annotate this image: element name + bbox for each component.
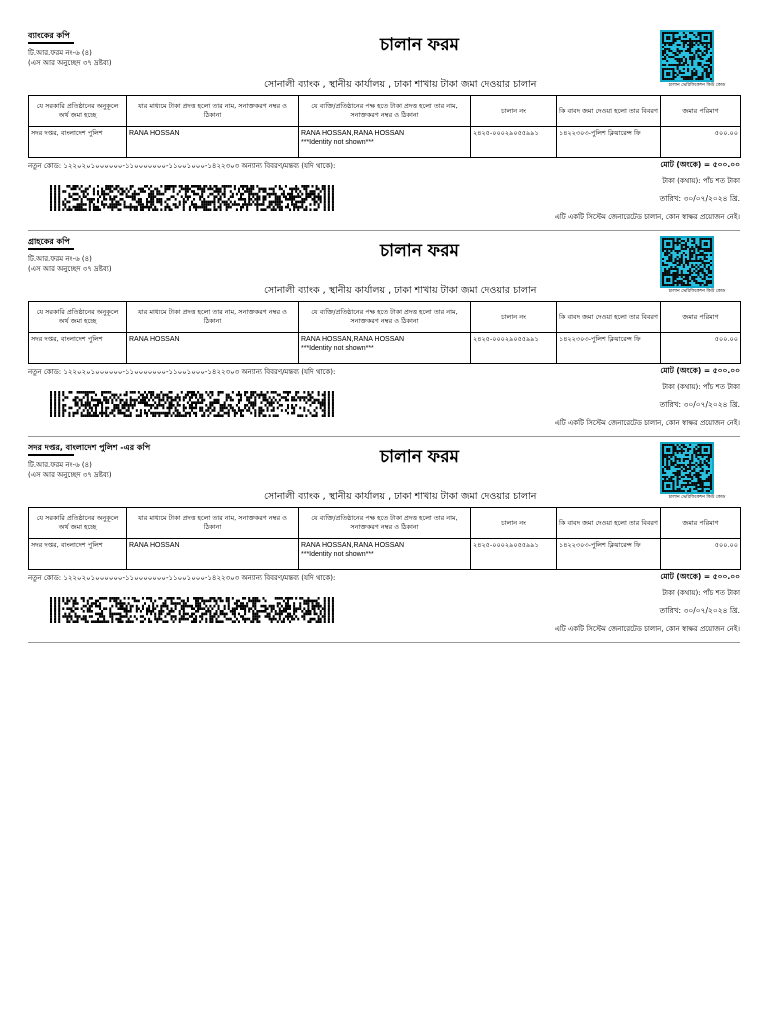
challan-table: [28, 301, 741, 364]
challan-table: [28, 95, 741, 158]
verification-qr-code: [660, 30, 714, 82]
cell-challan-no: ২৪২৫-০০০২৯০৫৫৯৯১: [471, 539, 557, 570]
verification-qr-code: [660, 442, 714, 494]
table-row: [29, 127, 741, 158]
bank-subtitle: সোনালী ব্যাংক , স্থানীয় কার্যালয় , ঢাকা শাখায় টাকা জমা দেওয়ার চালান: [264, 79, 537, 90]
qr-caption: চালান ভেরিফিকেশন কিউ কোড: [668, 83, 726, 88]
challan-date: তারিখ: ৩০/০৭/২০২৪ খ্রি.: [659, 194, 740, 203]
payer-identity: ***Identity not shown***: [301, 551, 374, 558]
header-beneficiary: যে সরকারি প্রতিষ্ঠানের অনুকূলে অর্থ জমা হচ্ছে: [29, 508, 127, 539]
form-title: চালান ফরম: [380, 447, 459, 467]
cell-purpose: ১৪২২৩০৩-পুলিশ ক্লিয়ারেন্স ফি: [557, 127, 661, 158]
cell-depositor: RANA HOSSAN: [127, 127, 299, 158]
challan-barcode: [50, 185, 336, 211]
copy-label: সদর দপ্তর, বাংলাদেশ পুলিশ -এর কপি: [28, 443, 151, 452]
copy-label-underline: [28, 248, 74, 250]
cell-beneficiary: সদর দপ্তর, বাংলাদেশ পুলিশ: [29, 127, 127, 158]
payer-names: RANA HOSSAN,RANA HOSSAN: [301, 336, 405, 343]
header-amount: জমার পরিমাণ: [661, 96, 741, 127]
cell-beneficiary: সদর দপ্তর, বাংলাদেশ পুলিশ: [29, 333, 127, 364]
table-bottom-rule: [28, 363, 740, 364]
table-bottom-rule: [28, 569, 740, 570]
amount-in-words: টাকা (কথায়): পাঁচ শত টাকা: [662, 177, 740, 185]
form-rule-ref: (এস আর অনুচ্ছেদ ৩৭ দ্রষ্টব্য): [28, 59, 112, 67]
economic-code-line: নতুন কোড: ১২২০২০১০০০০০০-১১০০০০০০০-১১০০১০০০-১৪২২৩০৩ অন্যান্য বিবরণ/মন্তব্য (যদি থাকে):: [28, 368, 336, 376]
cell-depositor: RANA HOSSAN: [127, 539, 299, 570]
form-reference: [28, 48, 112, 68]
bank-subtitle: সোনালী ব্যাংক , স্থানীয় কার্যালয় , ঢাকা শাখায় টাকা জমা দেওয়ার চালান: [264, 491, 537, 502]
cell-amount: ৫০০.০০: [661, 333, 741, 364]
payer-identity: ***Identity not shown***: [301, 345, 374, 352]
table-row: [29, 333, 741, 364]
cell-payer: [299, 333, 471, 364]
table-row: [29, 539, 741, 570]
total-amount: মোট (অংকে) = ৫০০.০০: [660, 366, 740, 375]
payer-names: RANA HOSSAN,RANA HOSSAN: [301, 130, 405, 137]
form-reference: [28, 460, 112, 480]
cell-purpose: ১৪২২৩০৩-পুলিশ ক্লিয়ারেন্স ফি: [557, 333, 661, 364]
header-purpose: কি বাবদ জমা দেওয়া হলো তার বিবরণ: [557, 302, 661, 333]
copy-separator: [28, 230, 740, 231]
copy-label: গ্রাহকের কপি: [28, 237, 70, 246]
copy-label-underline: [28, 454, 74, 456]
challan-barcode: [50, 597, 336, 623]
total-amount: মোট (অংকে) = ৫০০.০০: [660, 572, 740, 581]
challan-barcode: [50, 391, 336, 417]
header-challan-no: চালান নং: [471, 302, 557, 333]
header-payer: যে ব্যক্তি/প্রতিষ্ঠানের পক্ষ হতে টাকা প্রদত্ত হলো তার নাম, সনাক্তকরণ নম্বর ও ঠিকানা: [299, 508, 471, 539]
cell-beneficiary: সদর দপ্তর, বাংলাদেশ পুলিশ: [29, 539, 127, 570]
challan-table: [28, 507, 741, 570]
form-rule-ref: (এস আর অনুচ্ছেদ ৩৭ দ্রষ্টব্য): [28, 265, 112, 273]
header-beneficiary: যে সরকারি প্রতিষ্ঠানের অনুকূলে অর্থ জমা হচ্ছে: [29, 302, 127, 333]
header-depositor: যার মাধ্যমে টাকা প্রদত্ত হলো তার নাম, সনাক্তকরণ নম্বর ও ঠিকানা: [127, 302, 299, 333]
challan-copy-bank: [28, 30, 740, 230]
header-depositor: যার মাধ্যমে টাকা প্রদত্ত হলো তার নাম, সনাক্তকরণ নম্বর ও ঠিকানা: [127, 508, 299, 539]
copy-label-underline: [28, 42, 74, 44]
qr-caption: চালান ভেরিফিকেশন কিউ কোড: [668, 289, 726, 294]
form-reference: [28, 254, 112, 274]
cell-challan-no: ২৪২৫-০০০২৯০৫৫৯৯১: [471, 127, 557, 158]
payer-identity: ***Identity not shown***: [301, 139, 374, 146]
form-number: টি.আর.ফরম নং-৬ (৪): [28, 49, 92, 57]
header-challan-no: চালান নং: [471, 96, 557, 127]
challan-copy-police-hq: [28, 442, 740, 642]
header-depositor: যার মাধ্যমে টাকা প্রদত্ত হলো তার নাম, সনাক্তকরণ নম্বর ও ঠিকানা: [127, 96, 299, 127]
system-generated-note: এটি একটি সিস্টেম জেনারেটেড চালান, কোন স্বাক্ষর প্রয়োজন নেই।: [554, 625, 740, 633]
amount-in-words: টাকা (কথায়): পাঁচ শত টাকা: [662, 589, 740, 597]
header-payer: যে ব্যক্তি/প্রতিষ্ঠানের পক্ষ হতে টাকা প্রদত্ত হলো তার নাম, সনাক্তকরণ নম্বর ও ঠিকানা: [299, 96, 471, 127]
system-generated-note: এটি একটি সিস্টেম জেনারেটেড চালান, কোন স্বাক্ষর প্রয়োজন নেই।: [554, 419, 740, 427]
cell-payer: [299, 539, 471, 570]
table-header-row: [29, 302, 741, 333]
copy-separator: [28, 642, 740, 643]
header-amount: জমার পরিমাণ: [661, 508, 741, 539]
qr-caption: চালান ভেরিফিকেশন কিউ কোড: [668, 495, 726, 500]
cell-amount: ৫০০.০০: [661, 127, 741, 158]
form-title: চালান ফরম: [380, 241, 459, 261]
table-header-row: [29, 508, 741, 539]
challan-date: তারিখ: ৩০/০৭/২০২৪ খ্রি.: [659, 400, 740, 409]
challan-copy-customer: [28, 236, 740, 436]
header-beneficiary: যে সরকারি প্রতিষ্ঠানের অনুকূলে অর্থ জমা হচ্ছে: [29, 96, 127, 127]
form-number: টি.আর.ফরম নং-৬ (৪): [28, 461, 92, 469]
form-number: টি.আর.ফরম নং-৬ (৪): [28, 255, 92, 263]
cell-challan-no: ২৪২৫-০০০২৯০৫৫৯৯১: [471, 333, 557, 364]
header-challan-no: চালান নং: [471, 508, 557, 539]
cell-amount: ৫০০.০০: [661, 539, 741, 570]
copy-separator: [28, 436, 740, 437]
system-generated-note: এটি একটি সিস্টেম জেনারেটেড চালান, কোন স্বাক্ষর প্রয়োজন নেই।: [554, 213, 740, 221]
form-title: চালান ফরম: [380, 35, 459, 55]
header-amount: জমার পরিমাণ: [661, 302, 741, 333]
cell-payer: [299, 127, 471, 158]
header-payer: যে ব্যক্তি/প্রতিষ্ঠানের পক্ষ হতে টাকা প্রদত্ত হলো তার নাম, সনাক্তকরণ নম্বর ও ঠিকানা: [299, 302, 471, 333]
header-purpose: কি বাবদ জমা দেওয়া হলো তার বিবরণ: [557, 96, 661, 127]
economic-code-line: নতুন কোড: ১২২০২০১০০০০০০-১১০০০০০০০-১১০০১০০০-১৪২২৩০৩ অন্যান্য বিবরণ/মন্তব্য (যদি থাকে):: [28, 162, 336, 170]
payer-names: RANA HOSSAN,RANA HOSSAN: [301, 542, 405, 549]
table-header-row: [29, 96, 741, 127]
header-purpose: কি বাবদ জমা দেওয়া হলো তার বিবরণ: [557, 508, 661, 539]
form-rule-ref: (এস আর অনুচ্ছেদ ৩৭ দ্রষ্টব্য): [28, 471, 112, 479]
challan-date: তারিখ: ৩০/০৭/২০২৪ খ্রি.: [659, 606, 740, 615]
cell-depositor: RANA HOSSAN: [127, 333, 299, 364]
copy-label: ব্যাংকের কপি: [28, 31, 70, 40]
amount-in-words: টাকা (কথায়): পাঁচ শত টাকা: [662, 383, 740, 391]
cell-purpose: ১৪২২৩০৩-পুলিশ ক্লিয়ারেন্স ফি: [557, 539, 661, 570]
bank-subtitle: সোনালী ব্যাংক , স্থানীয় কার্যালয় , ঢাকা শাখায় টাকা জমা দেওয়ার চালান: [264, 285, 537, 296]
verification-qr-code: [660, 236, 714, 288]
economic-code-line: নতুন কোড: ১২২০২০১০০০০০০-১১০০০০০০০-১১০০১০০০-১৪২২৩০৩ অন্যান্য বিবরণ/মন্তব্য (যদি থাকে):: [28, 574, 336, 582]
total-amount: মোট (অংকে) = ৫০০.০০: [660, 160, 740, 169]
table-bottom-rule: [28, 157, 740, 158]
